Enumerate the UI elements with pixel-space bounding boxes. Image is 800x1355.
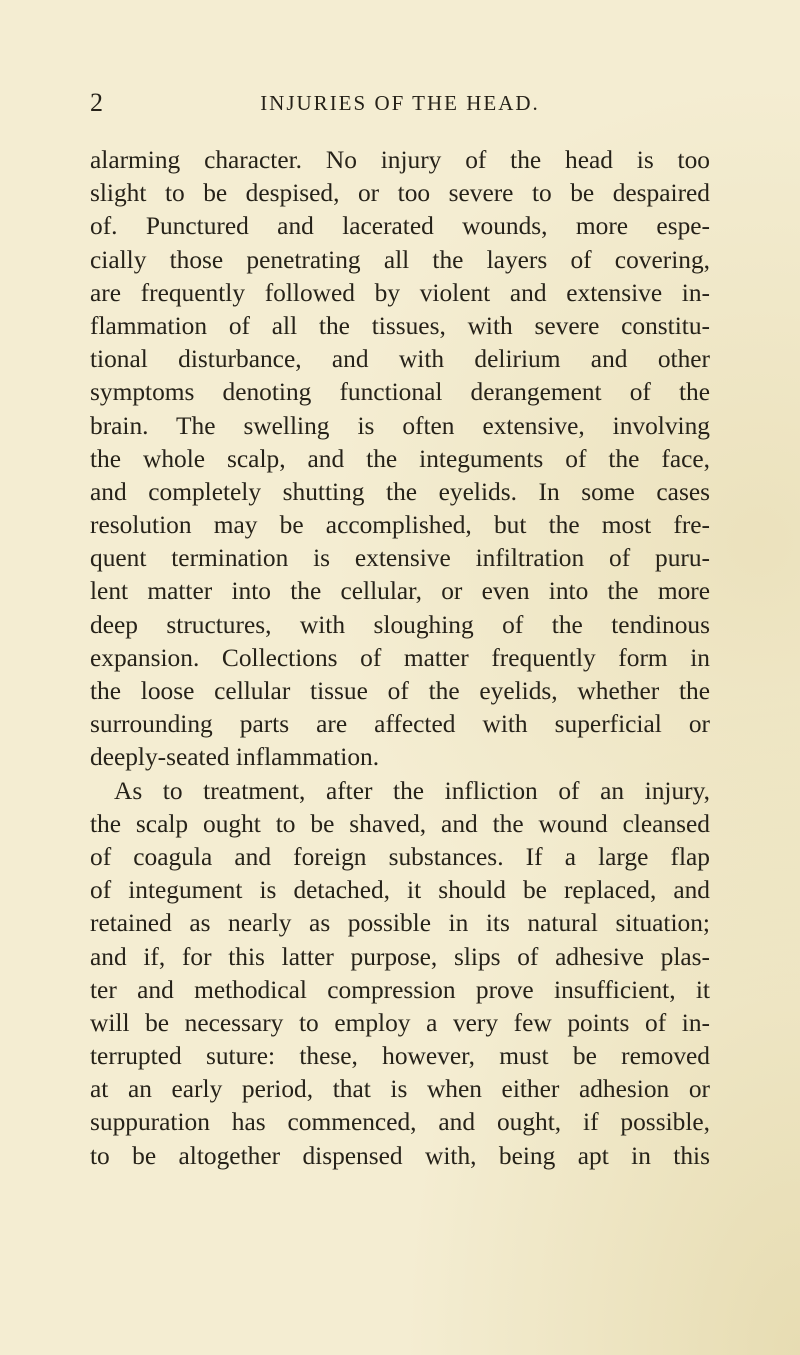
text-line: surrounding parts are affected with superficial or [90, 710, 710, 739]
paragraph-2 [90, 775, 710, 1173]
text-line: flammation of all the tissues, with severe constitu- [90, 311, 710, 340]
text-line: lent matter into the cellular, or even into the more [90, 577, 710, 606]
page-number: 2 [90, 88, 103, 117]
page-header [90, 88, 710, 118]
text-line: deep structures, with sloughing of the tendinous [90, 610, 710, 639]
text-line: and if, for this latter purpose, slips of adhesive plas- [90, 942, 710, 971]
body-text [90, 144, 710, 1173]
text-line: the scalp ought to be shaved, and the wound cleansed [90, 809, 710, 838]
text-line: deeply-seated inflammation. [90, 743, 380, 772]
text-line: the loose cellular tissue of the eyelids, whether the [90, 677, 710, 705]
text-line: the whole scalp, and the integuments of the face, [90, 444, 710, 473]
text-line: terrupted suture: these, however, must be removed [90, 1042, 710, 1071]
text-line: tional disturbance, and with delirium and other [90, 345, 710, 374]
text-line: slight to be despised, or too severe to be despaired [90, 179, 710, 208]
text-line: alarming character. No injury of the head is too [90, 146, 710, 174]
paragraph-1 [90, 144, 710, 775]
text-line: of. Punctured and lacerated wounds, more espe- [90, 212, 710, 241]
text-line: at an early period, that is when either adhesion or [90, 1075, 710, 1104]
text-line: As to treatment, after the infliction of an injury, [114, 776, 710, 805]
text-line: retained as nearly as possible in its natural situation; [90, 909, 710, 938]
text-line: expansion. Collections of matter frequently form in [90, 643, 710, 672]
text-line: are frequently followed by violent and extensive in- [90, 278, 710, 307]
text-line: and completely shutting the eyelids. In some cases [90, 477, 710, 506]
text-line: of coagula and foreign substances. If a large flap [90, 842, 710, 871]
text-line: brain. The swelling is often extensive, involving [90, 411, 710, 440]
text-line: will be necessary to employ a very few points of in- [90, 1008, 710, 1037]
text-line: symptoms denoting functional derangement of the [90, 378, 710, 407]
text-line: quent termination is extensive infiltration of puru- [90, 544, 710, 573]
running-head: INJURIES OF THE HEAD. [260, 91, 540, 115]
text-line: to be altogether dispensed with, being apt in this [90, 1141, 710, 1170]
text-line: suppuration has commenced, and ought, if possible, [90, 1108, 710, 1137]
text-line: resolution may be accomplished, but the most fre- [90, 511, 710, 540]
text-line: cially those penetrating all the layers of covering, [90, 245, 710, 274]
text-line: of integument is detached, it should be replaced, and [90, 876, 710, 905]
text-line: ter and methodical compression prove insufficient, it [90, 975, 710, 1004]
